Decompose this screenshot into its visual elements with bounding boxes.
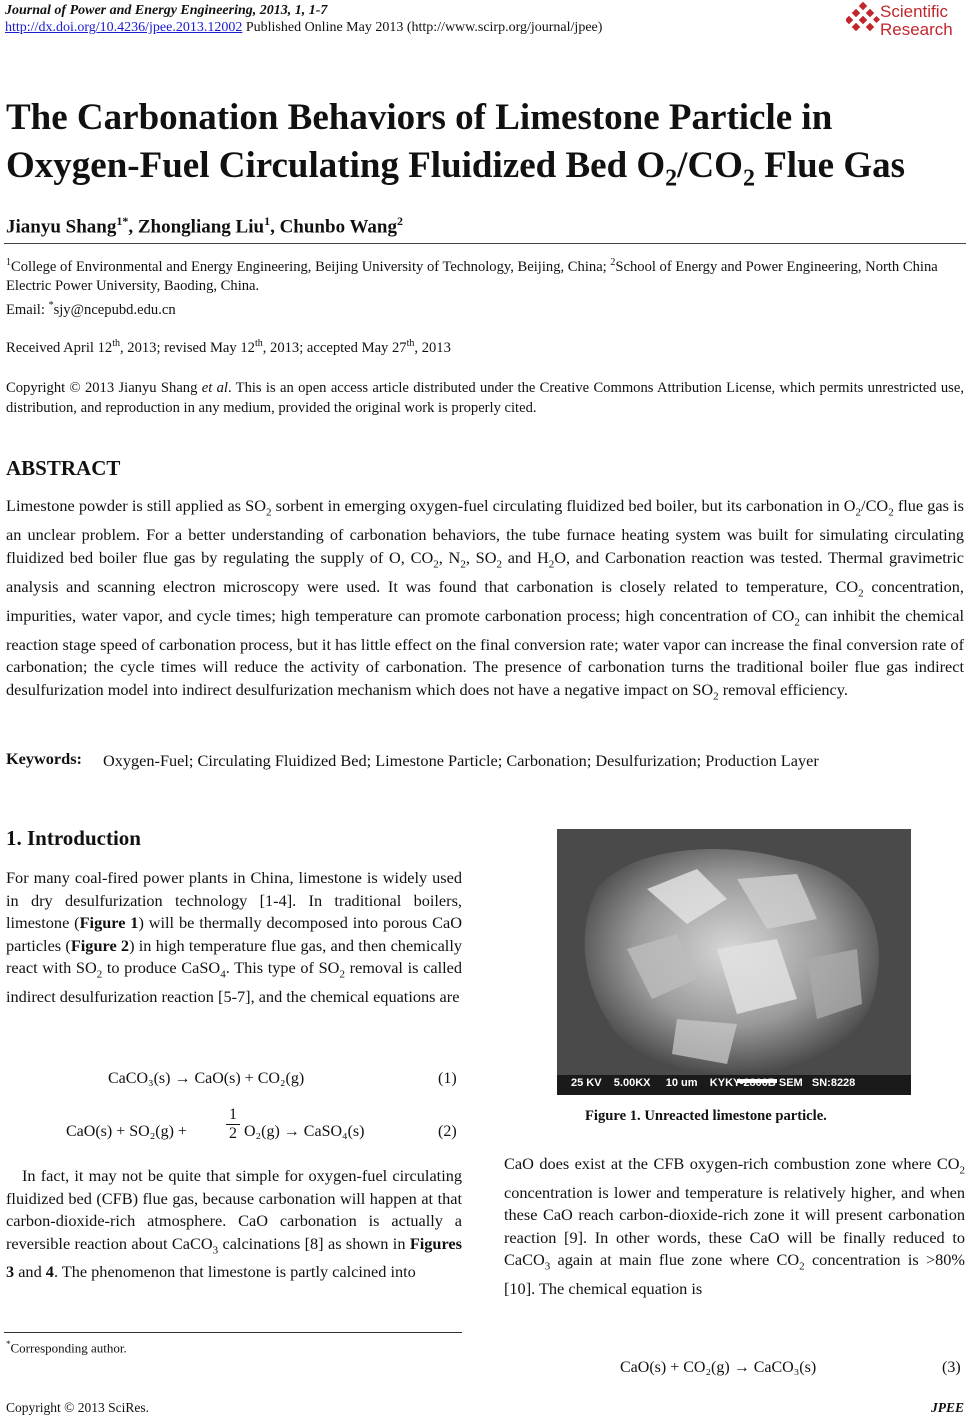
intro-paragraph-1: For many coal-fired power plants in China, limestone is widely used in dry desulfurization technology [1-4]. In traditional boilers, limestone (Figure 1) will be thermally decomposed into porous CaO particles (Figure 2) in high temperature flue gas, and then chemically react with $SO_2$ to produce CaSO$_4$. This type of $SO_2$ removal is called indirect desulfurization reaction [5-7], and the chemical equations are	[6, 868, 462, 1006]
abstract-heading: ABSTRACT	[6, 456, 121, 480]
equation-3: CaO(s) + CO₂(g) → CaCO₃(s)	[620, 1359, 817, 1376]
equation-2-number: (2)	[438, 1123, 457, 1140]
title-line-2: Oxygen-Fuel Circulating Fluidized Bed $O_2/CO_2$ Flue Gas	[6, 145, 906, 192]
paper-title	[6, 94, 956, 202]
equation-1-number: (1)	[438, 1070, 457, 1087]
equation-1: CaCO₃(s) → CaO(s) + CO₂(g)	[108, 1070, 305, 1087]
published-online: Published Online May 2013 (http://www.scirp.org/journal/jpee)	[242, 20, 603, 35]
doi-line	[5, 20, 602, 36]
figure-1-sem-image	[557, 829, 911, 1095]
footnote-corresponding-author: *Corresponding author.	[6, 1339, 127, 1356]
equation-2-right: O₂(g) → CaSO₄(s)	[244, 1123, 365, 1140]
figure-3-ref[interactable]: Figures 3	[6, 1233, 462, 1282]
journal-citation	[5, 3, 327, 19]
abstract-text: Limestone powder is still applied as $SO_2$ sorbent in emerging oxygen-fuel circulating fluidized bed boiler, but its carbonation in $O_2/CO_2$ flue gas is an unclear problem. For a better understanding of carbonation behaviors, the tube furnace heating system was built for simulating circulating fluidized bed boiler flue gas by regulating the supply of O, $CO_2$, $N_2$, $SO_2$ and $H_2O$, and Carbonation reaction was tested. Thermal gravimetric analysis and scanning electron microscopy were used. It was found that carbonation is closely related to temperature, $CO_2$ concentration, impurities, water vapor, and cycle times; high temperature can promote carbonation process; high concentration of $CO_2$ can inhibit the chemical reaction stage speed of carbonation process, but it has little effect on the final conversion rate; water vapor can increase the final conversion rate of carbonation; the cycle times will reduce the activity of carbonation. The presence of carbonation turns the traditional boiler flue gas indirect desulfurization model into indirect desulfurization mechanism which does not have a negative impact on $SO_2$ removal efficiency.	[6, 496, 964, 703]
footer-copyright: Copyright © 2013 SciRes.	[6, 1400, 150, 1415]
footnote-divider	[4, 1332, 462, 1333]
title-line-1: The Carbonation Behaviors of Limestone Particle in	[6, 97, 833, 138]
keywords-label: Keywords:	[6, 749, 82, 768]
figure-4-ref[interactable]: 4	[45, 1262, 54, 1282]
keywords-text: Oxygen-Fuel; Circulating Fluidized Bed; Limestone Particle; Carbonation; Desulfurization; Production Layer	[103, 751, 819, 770]
intro-paragraph-2: In fact, it may not be quite that simple for oxygen-fuel circulating fluidized bed (CFB) flue gas, because carbonation will happen at that carbon-dioxide-rich atmosphere. CaO carbonation is actually a reversible reaction about CaCO$_3$ calcinations [8] as shown in Figures 3 and 4. The phenomenon that limestone is partly calcined into	[6, 1166, 462, 1282]
logo-text: Scientific Research	[880, 2, 953, 39]
section-heading-introduction: 1. Introduction	[6, 826, 141, 850]
equation-2-fraction: 1 2	[226, 1106, 240, 1143]
logo-mark-icon	[846, 2, 880, 38]
equation-3-number: (3)	[942, 1359, 961, 1376]
figure-2-ref[interactable]: Figure 2	[70, 935, 130, 955]
affiliations: $^1$College of Environmental and Energy Engineering, Beijing University of Technology, Beijing, China; $^2$School of Energy and Power Engineering, North China Electric Power University, Baoding, China. Email: *sjy@ncepubd.edu.cn	[6, 257, 938, 318]
publisher-logo	[846, 2, 964, 42]
journal-name: Journal of Power and Energy Engineering	[5, 3, 253, 18]
equation-2-left: CaO(s) + SO₂(g) +	[66, 1123, 187, 1140]
copyright-notice: Copyright © 2013 Jianyu Shang et al. This is an open access article distributed under the Creative Commons Attribution License, which permits unrestricted use, distribution, and reproduction in any medium, provided the original work is properly cited.	[6, 380, 964, 416]
journal-volume: , 2013, 1, 1-7	[252, 3, 328, 18]
figure-1-ref[interactable]: Figure 1	[79, 913, 139, 932]
right-column-paragraph: CaO does exist at the CFB oxygen-rich combustion zone where $CO_2$ concentration is lower and temperature is relatively higher, and when these CaO reach carbon-dioxide-rich zone it will present carbonation reaction [9]. In other words, these CaO will be finally reduced to CaCO$_3$ again at main flue zone where $CO_2$ concentration is >80% [10]. The chemical equation is	[504, 1154, 965, 1298]
sem-micrograph	[557, 829, 911, 1095]
sem-scale-bar-text: 25 KV 5.00KX 10 um KYKY-2800B SEM SN:8228	[571, 1077, 856, 1089]
figure-1-caption: Figure 1. Unreacted limestone particle.	[585, 1108, 827, 1124]
footer-journal-abbrev: JPEE	[930, 1400, 964, 1415]
doi-link[interactable]: http://dx.doi.org/10.4236/jpee.2013.12002	[5, 20, 243, 35]
author-list: Jianyu Shang$^{1*}$, Zhongliang Liu$^1$, Chunbo Wang$^2$	[6, 214, 403, 238]
email-label: Email:	[6, 301, 49, 318]
email-address[interactable]: sjy@ncepubd.edu.cn	[53, 301, 176, 318]
header-divider	[4, 243, 966, 244]
received-dates: Received April 12th, 2013; revised May 12th, 2013; accepted May 27th, 2013	[6, 338, 451, 356]
